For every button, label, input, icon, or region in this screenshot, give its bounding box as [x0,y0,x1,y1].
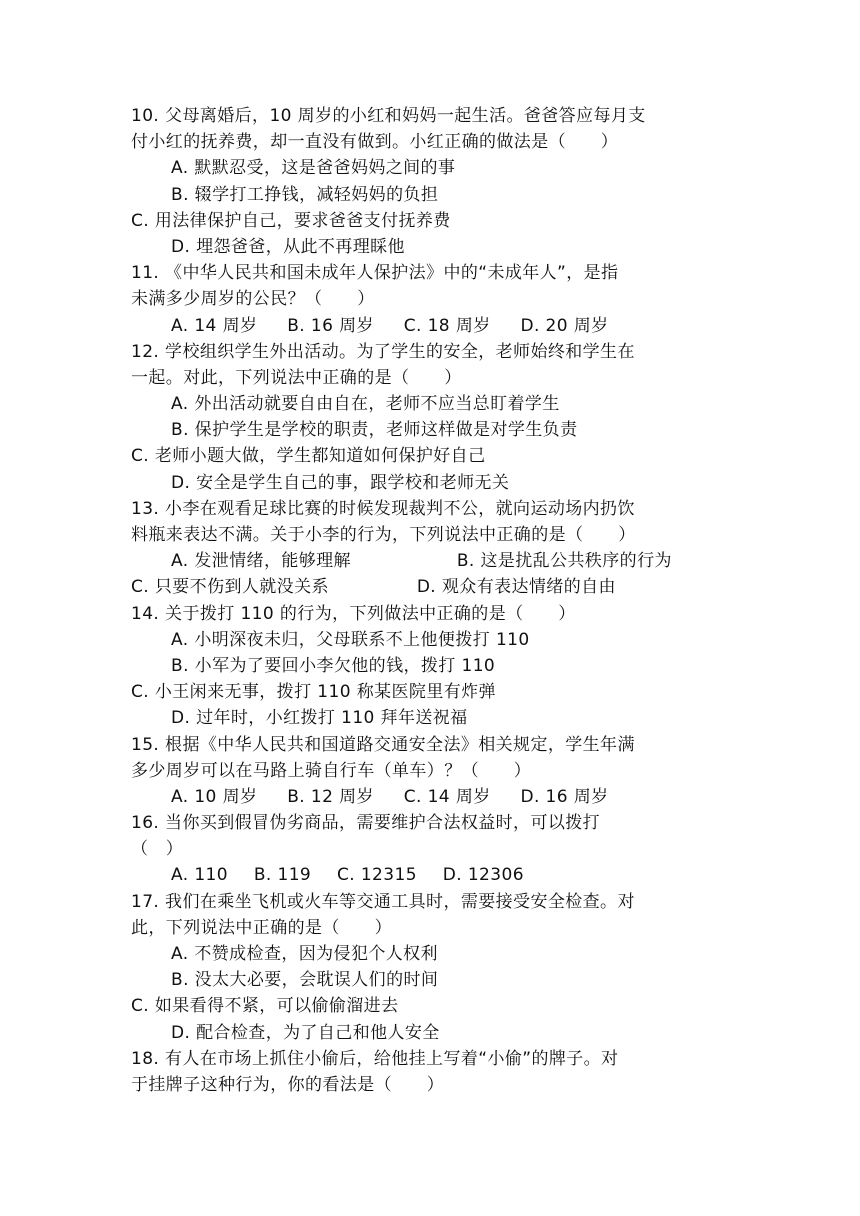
q13-option-b: B. 这是扰乱公共秩序的行为 [456,551,672,572]
q14-option-d: D. 过年时，小红拨打 110 拜年送祝福 [171,708,468,729]
q17-stem-line1: 17. 我们在乘坐飞机或火车等交通工具时，需要接受安全检查。对 [131,891,635,912]
q17-option-a: A. 不赞成检查，因为侵犯个人权利 [171,944,438,964]
q10-option-d: D. 埋怨爸爸，从此不再理睬他 [171,236,405,257]
q11-option-c: C. 18 周岁 [403,315,491,336]
q14-option-c: C. 小王闲来无事，拨打 110 称某医院里有炸弹 [131,682,496,703]
q13-stem-line2: 料瓶来表达不满。关于小李的行为，下列说法中正确的是（ ） [131,525,636,545]
q12-option-b: B. 保护学生是学校的职责，老师这样做是对学生负责 [171,420,578,441]
q16-stem-line1: 16. 当你买到假冒伪劣商品，需要维护合法权益时，可以拨打 [131,813,601,834]
q11-stem-line1: 11. 《中华人民共和国未成年人保护法》中的“未成年人”，是指 [131,263,619,284]
q12-option-c: C. 老师小题大做，学生都知道如何保护好自己 [131,446,486,467]
q16-option-c: C. 12315 [336,865,417,886]
q11-option-b: B. 16 周岁 [287,315,374,336]
q12-stem-line1: 12. 学校组织学生外出活动。为了学生的安全，老师始终和学生在 [131,341,635,362]
q12-stem-line2: 一起。对此，下列说法中正确的是（ ） [131,367,462,388]
q15-stem-line1: 15. 根据《中华人民共和国道路交通安全法》相关规定，学生年满 [131,734,635,755]
q10-stem-line1: 10. 父母离婚后，10 周岁的小红和妈妈一起生活。爸爸答应每月支 [131,106,646,126]
q15-options-row [131,784,731,810]
q16-option-b: B. 119 [253,865,312,886]
q10-option-a: A. 默默忍受，这是爸爸妈妈之间的事 [171,158,456,179]
q11-options-row [131,313,731,339]
q13-stem-line1: 13. 小李在观看足球比赛的时候发现裁判不公，就向运动场内扔饮 [131,498,635,519]
question-list [131,103,731,1098]
q14-option-b: B. 小军为了要回小李欠他的钱，拨打 110 [171,655,496,676]
q16-option-a: A. 110 [171,865,228,886]
q15-option-d: D. 16 周岁 [520,786,609,807]
q17-option-d: D. 配合检查，为了自己和他人安全 [171,1022,440,1043]
q13-options-row1 [131,548,731,574]
q10-option-b: B. 辍学打工挣钱，减轻妈妈的负担 [171,184,439,205]
q16-options-row [131,862,731,888]
q13-option-c: C. 只要不伤到人就没关系 [131,577,329,598]
q15-option-a: A. 10 周岁 [171,786,258,807]
q10-option-c: C. 用法律保护自己，要求爸爸支付抚养费 [131,210,451,231]
q16-option-d: D. 12306 [442,865,524,886]
q16-stem-line2: （ ） [131,839,184,860]
q12-option-a: A. 外出活动就要自由自在，老师不应当总盯着学生 [171,394,560,415]
q11-option-a: A. 14 周岁 [171,315,258,336]
q11-stem-line2: 未满多少周岁的公民？（ ） [131,289,375,310]
q13-option-d: D. 观众有表达情绪的自由 [416,577,616,598]
q17-option-b: B. 没太大必要，会耽误人们的时间 [171,970,439,991]
q10-stem-line2: 付小红的抚养费，却一直没有做到。小红正确的做法是（ ） [131,132,619,153]
q14-stem-line1: 14. 关于拨打 110 的行为，下列做法中正确的是（ ） [131,603,576,624]
q12-option-d: D. 安全是学生自己的事，跟学校和老师无关 [171,472,510,493]
q14-option-a: A. 小明深夜未归，父母联系不上他便拨打 110 [171,629,530,650]
q17-option-c: C. 如果看得不紧，可以偷偷溜进去 [131,996,399,1017]
q18-stem-line2: 于挂牌子这种行为，你的看法是（ ） [131,1074,445,1095]
q13-options-row2 [131,574,731,600]
q18-stem-line1: 18. 有人在市场上抓住小偷后，给他挂上写着“小偷”的牌子。对 [131,1048,619,1069]
q15-option-c: C. 14 周岁 [403,786,491,807]
q15-option-b: B. 12 周岁 [287,786,374,807]
q17-stem-line2: 此，下列说法中正确的是（ ） [131,917,392,938]
q13-option-a: A. 发泄情绪，能够理解 [171,551,351,572]
q15-stem-line2: 多少周岁可以在马路上骑自行车（单车）？（ ） [131,760,532,781]
q11-option-d: D. 20 周岁 [520,315,609,336]
